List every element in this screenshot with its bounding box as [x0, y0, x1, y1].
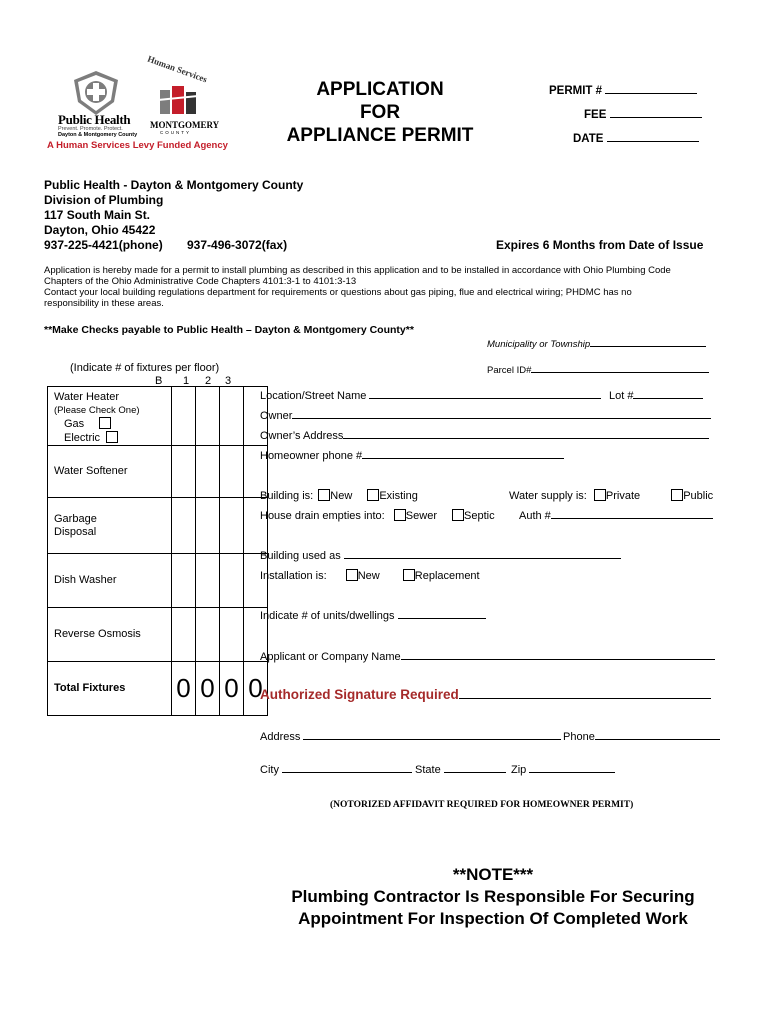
units-field[interactable] [260, 609, 486, 622]
electric-checkbox[interactable] [106, 431, 118, 443]
units-label: Indicate # of units/dwellings [260, 610, 395, 622]
montgomery-text: MONTGOMERY [150, 120, 220, 130]
building-existing-checkbox[interactable] [367, 489, 379, 501]
city-label: City [260, 764, 279, 776]
house-drain-label: House drain empties into: [260, 510, 385, 522]
owner-label: Owner [260, 410, 293, 422]
install-replacement-label: Replacement [414, 570, 480, 582]
intro-paragraph [44, 265, 671, 309]
auth-label: Auth # [519, 510, 551, 522]
homeowner-phone-label: Homeowner phone # [260, 450, 363, 462]
signature-label: Authorized Signature Required [260, 687, 459, 702]
total-fixtures-label: Total Fixtures [48, 662, 172, 716]
state-label: State [415, 764, 441, 776]
garbage-disposal-1[interactable] [196, 498, 220, 554]
dish-washer-label: Dish Washer [48, 554, 172, 608]
montgomery-county-emblem-icon [158, 84, 198, 118]
installation-label: Installation is: [260, 570, 327, 582]
table-row [48, 446, 268, 498]
public-health-shield-icon [71, 70, 121, 116]
building-existing-label: Existing [379, 490, 418, 502]
water-softener-2[interactable] [220, 446, 244, 498]
table-row [48, 498, 268, 554]
fee-label: FEE [584, 109, 607, 121]
location-label: Location/Street Name [260, 390, 367, 402]
water-supply-label: Water supply is: [509, 490, 587, 502]
date-field[interactable] [573, 132, 699, 145]
fixtures-heading: (Indicate # of fixtures per floor) [70, 362, 220, 374]
please-check-label: (Please Check One) [54, 405, 140, 416]
human-services-text: Human Services [146, 53, 209, 85]
table-row [48, 554, 268, 608]
fixtures-table [47, 386, 268, 716]
building-used-label: Building used as [260, 550, 341, 562]
install-new-checkbox[interactable] [346, 569, 358, 581]
state-field[interactable] [415, 763, 506, 776]
garbage-disposal-b[interactable] [172, 498, 196, 554]
levy-text: A Human Services Levy Funded Agency [47, 140, 228, 151]
water-heater-1[interactable] [196, 387, 220, 446]
applicant-field[interactable] [260, 650, 715, 663]
water-softener-b[interactable] [172, 446, 196, 498]
agency-address [44, 178, 303, 238]
table-row [48, 662, 268, 716]
reverse-osmosis-2[interactable] [220, 608, 244, 662]
total-1: 0 [196, 662, 220, 716]
parcel-label: Parcel ID# [487, 365, 532, 376]
note-line-2: Appointment For Inspection Of Completed Work [298, 909, 688, 928]
ph-tagline: Prevent. Promote. Protect. [58, 126, 123, 132]
agency-city: Dayton, Ohio 45422 [44, 223, 156, 237]
water-private-checkbox[interactable] [594, 489, 606, 501]
building-new-checkbox[interactable] [318, 489, 330, 501]
installation-group [260, 569, 480, 582]
agency-phone: 937-225-4421(phone) [44, 238, 163, 252]
gas-checkbox[interactable] [99, 417, 111, 429]
human-services-logo [140, 53, 220, 138]
agency-name: Public Health - Dayton & Montgomery County [44, 178, 304, 192]
water-private-label: Private [605, 490, 641, 502]
floor-header-1: 1 [183, 375, 190, 387]
building-is-group [260, 489, 418, 502]
lot-field[interactable] [609, 389, 703, 402]
install-new-label: New [357, 570, 380, 582]
applicant-phone-field[interactable] [563, 730, 720, 743]
dish-washer-1[interactable] [196, 554, 220, 608]
date-label: DATE [573, 133, 604, 145]
owner-address-field[interactable] [260, 429, 709, 442]
reverse-osmosis-label: Reverse Osmosis [48, 608, 172, 662]
intro-line-4: responsibility in these areas. [44, 298, 164, 309]
water-heater-cell [48, 387, 172, 446]
floor-header-3: 3 [225, 375, 232, 387]
dish-washer-2[interactable] [220, 554, 244, 608]
title-line-3: APPLIANCE PERMIT [286, 125, 474, 146]
water-public-label: Public [683, 490, 714, 502]
fee-field[interactable] [584, 108, 702, 121]
electric-option[interactable] [54, 431, 171, 445]
building-new-label: New [330, 490, 353, 502]
floor-header-b: B [155, 375, 163, 387]
total-2: 0 [220, 662, 244, 716]
permit-field[interactable] [549, 84, 697, 97]
signature-field[interactable] [260, 687, 711, 702]
water-supply-group [509, 489, 713, 502]
house-drain-group [260, 509, 495, 522]
municipality-field[interactable] [487, 337, 706, 350]
checks-payable-note: **Make Checks payable to Public Health – Dayton & Montgomery County** [44, 324, 414, 336]
reverse-osmosis-1[interactable] [196, 608, 220, 662]
garbage-disposal-2[interactable] [220, 498, 244, 554]
agency-division: Division of Plumbing [44, 193, 164, 207]
city-field[interactable] [260, 763, 412, 776]
building-is-label: Building is: [260, 490, 314, 502]
permit-label: PERMIT # [549, 85, 603, 97]
owner-field[interactable] [260, 409, 711, 422]
intro-line-1: Application is hereby made for a permit to install plumbing as described in this application and to be installed in accordance with Ohio Plumbing Code [44, 265, 671, 276]
water-heater-2[interactable] [220, 387, 244, 446]
water-softener-1[interactable] [196, 446, 220, 498]
lot-label: Lot # [609, 390, 634, 402]
note-line-1: Plumbing Contractor Is Responsible For Securing [291, 887, 695, 906]
total-b: 0 [172, 662, 196, 716]
title-line-2: FOR [359, 102, 401, 123]
water-public-checkbox[interactable] [671, 489, 683, 501]
table-row [48, 387, 268, 446]
applicant-address-label: Address [260, 731, 301, 743]
owner-address-label: Owner’s Address [260, 430, 344, 442]
page-title [280, 78, 480, 147]
electric-label: Electric [64, 432, 101, 444]
expiry-note: Expires 6 Months from Date of Issue [496, 238, 704, 252]
public-health-logo [54, 70, 140, 140]
floor-header-2: 2 [205, 375, 212, 387]
garbage-disposal-cell [48, 498, 172, 554]
install-replacement-checkbox[interactable] [403, 569, 415, 581]
zip-label: Zip [511, 764, 527, 776]
gas-label: Gas [64, 418, 85, 430]
title-line-1: APPLICATION [316, 79, 444, 100]
zip-field[interactable] [511, 763, 615, 776]
affidavit-note: (NOTORIZED AFFIDAVIT REQUIRED FOR HOMEOWNER PERMIT) [330, 800, 634, 810]
dish-washer-b[interactable] [172, 554, 196, 608]
drain-sewer-checkbox[interactable] [394, 509, 406, 521]
garbage-disposal-3[interactable] [244, 498, 268, 554]
total-3: 0 [244, 662, 268, 716]
gas-option[interactable] [54, 417, 171, 431]
disposal-label: Disposal [54, 525, 97, 538]
applicant-label: Applicant or Company Name [260, 651, 401, 663]
water-heater-b[interactable] [172, 387, 196, 446]
agency-fax: 937-496-3072(fax) [187, 238, 288, 252]
water-heater-label: Water Heater [54, 391, 120, 403]
water-softener-label: Water Softener [48, 446, 172, 498]
agency-street: 117 South Main St. [44, 208, 151, 222]
ph-county: Dayton & Montgomery County [58, 132, 138, 138]
auth-field[interactable] [519, 509, 713, 522]
drain-septic-label: Septic [464, 510, 495, 522]
location-field[interactable] [260, 389, 601, 402]
note-heading: **NOTE*** [452, 865, 534, 884]
table-row [48, 608, 268, 662]
intro-line-2: Chapters of the Ohio Administrative Code Chapters 4101:3-1 to 4101:3-13 [44, 276, 357, 287]
parcel-id-field[interactable] [487, 363, 709, 376]
drain-sewer-label: Sewer [405, 510, 437, 522]
building-used-field[interactable] [260, 549, 621, 562]
ph-name: Public Health [58, 112, 131, 127]
applicant-address-field[interactable] [260, 730, 561, 743]
county-text: COUNTY [160, 130, 191, 135]
applicant-phone-label: Phone [563, 731, 595, 743]
reverse-osmosis-b[interactable] [172, 608, 196, 662]
homeowner-phone-field[interactable] [260, 449, 564, 462]
municipality-label: Municipality or Township [487, 339, 591, 350]
intro-line-3: Contact your local building regulations department for requirements or questions about gas piping, flue and electrical wiring; PHDMC has no [44, 287, 632, 298]
garbage-label: Garbage [54, 512, 97, 525]
inspection-note [270, 864, 716, 930]
drain-septic-checkbox[interactable] [452, 509, 464, 521]
